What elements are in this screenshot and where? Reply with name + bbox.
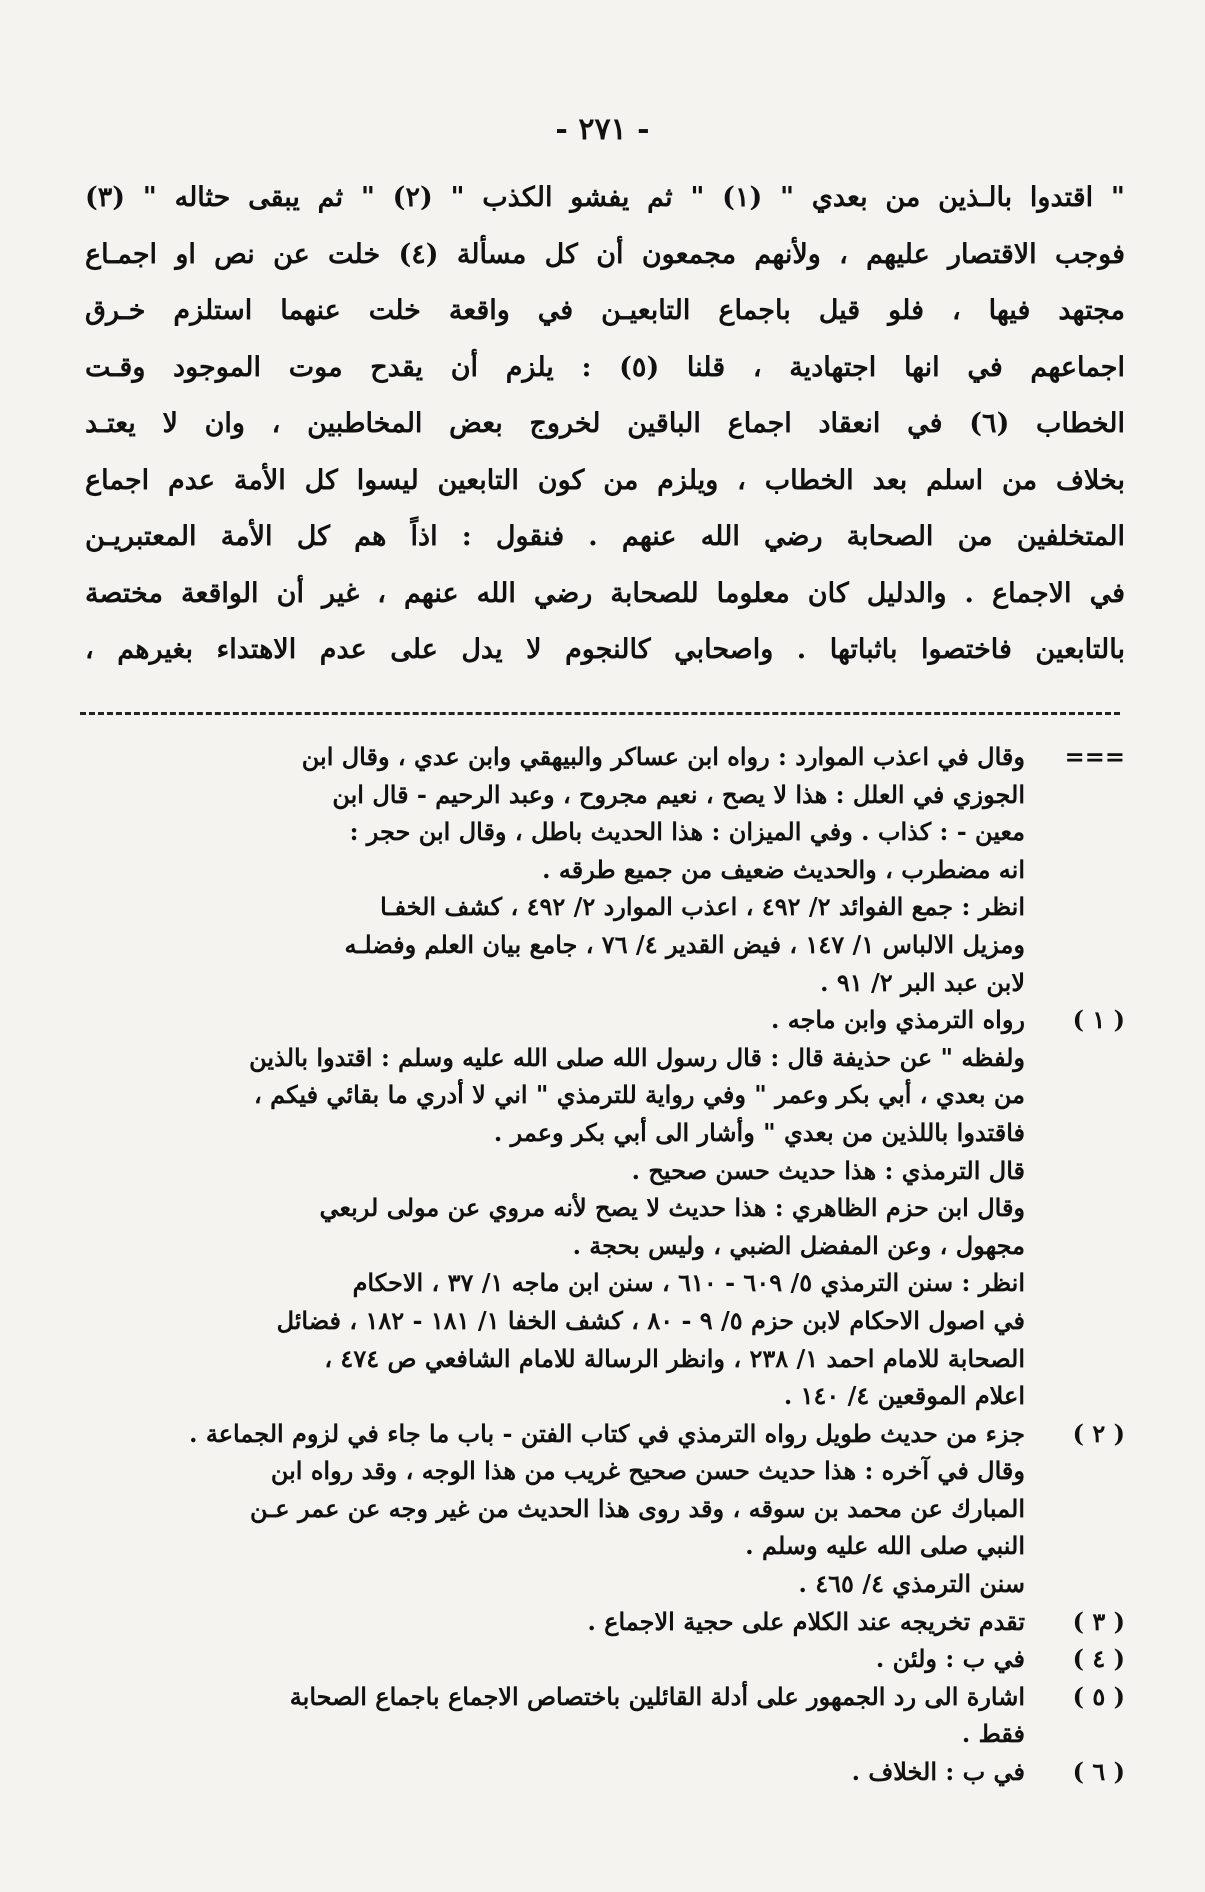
main-text-line: بالتابعين فاختصوا باثباتها . واصحابي كالنجوم لا يدل على عدم الاهتداء بغيرهم ، — [85, 634, 1125, 665]
footnotes — [25, 738, 1125, 1791]
footnote-line: من بعدي ، أبي بكر وعمر " وفي رواية للترمذي " اني لا أدري ما بقائي فيكم ، — [254, 1080, 1025, 1110]
footnote-line: انه مضطرب ، والحديث ضعيف من جميع طرقه . — [542, 854, 1025, 884]
footnote-line: الصحابة للامام احمد ١/ ٢٣٨ ، وانظر الرسالة للامام الشافعي ص ٤٧٤ ، — [324, 1343, 1025, 1373]
footnote-line: فاقتدوا باللذين من بعدي " وأشار الى أبي بكر وعمر . — [493, 1117, 1025, 1147]
main-text-line: اجماعهم في انها اجتهادية ، قلنا (٥) : يلزم أن يقدح موت الموجود وقـت — [85, 351, 1125, 383]
footnote-line: وقال ابن حزم الظاهري : هذا حديث لا يصح لأنه مروي عن مولى لربعي — [319, 1193, 1025, 1223]
footnote-label: ( ١ ) — [1072, 1005, 1125, 1035]
footnote-line: في اصول الاحكام لابن حزم ٥/ ٩ - ٨٠ ، كشف الخفا ١/ ١٨١ - ١٨٢ ، فضائل — [276, 1305, 1025, 1335]
footnote-line: الجوزي في العلل : هذا لا يصح ، نعيم مجروح ، وعبد الرحيم - قال ابن — [332, 779, 1025, 809]
footnote-5 — [25, 1678, 1125, 1753]
footnote-label: ( ٤ ) — [1072, 1644, 1125, 1674]
footnote-2 — [25, 1415, 1125, 1603]
footnote-line: النبي صلى الله عليه وسلم . — [745, 1531, 1025, 1561]
footnote-line: سنن الترمذي ٤/ ٤٦٥ . — [798, 1569, 1025, 1599]
footnote-line: اشارة الى رد الجمهور على أدلة القائلين باختصاص الاجماع باجماع الصحابة — [289, 1681, 1025, 1711]
page-number: - ٢٧١ - — [555, 112, 650, 147]
footnote-line: لابن عبد البر ٢/ ٩١ . — [820, 967, 1025, 997]
main-text-line: بخلاف من اسلم بعد الخطاب ، ويلزم من كون التابعين ليسوا كل الأمة عدم اجماع — [85, 464, 1125, 496]
footnote-line: قال الترمذي : هذا حديث حسن صحيح . — [631, 1155, 1025, 1185]
footnote-label: === — [1064, 742, 1125, 771]
main-text-line: فوجب الاقتصار عليهم ، ولأنهم مجمعون أن كل مسألة (٤) خلت عن نص او اجمـاع — [85, 238, 1125, 270]
footnote-label: ( ٥ ) — [1072, 1681, 1125, 1711]
footnote-line: رواه الترمذي وابن ماجه . — [771, 1005, 1025, 1035]
footnote-line: المبارك عن محمد بن سوقه ، وقد روى هذا الحديث من غير وجه عن عمر عـن — [249, 1493, 1025, 1523]
main-text-line: الخطاب (٦) في انعقاد اجماع الباقين لخروج بعض المخاطبين ، وان لا يعتـد — [85, 408, 1125, 439]
footnote-line: ولفظه " عن حذيفة قال : قال رسول الله صلى الله عليه وسلم : اقتدوا بالذين — [249, 1042, 1025, 1072]
footnote-4 — [25, 1640, 1125, 1678]
footnote-line: مجهول ، وعن المفضل الضبي ، وليس بحجة . — [572, 1230, 1025, 1260]
footnote-3 — [25, 1603, 1125, 1641]
footnote-line: فقط . — [961, 1719, 1025, 1749]
footnote-line: في ب : ولئن . — [875, 1644, 1025, 1674]
footnote-continuation — [25, 738, 1125, 1001]
footnote-line: تقدم تخريجه عند الكلام على حجية الاجماع . — [587, 1606, 1025, 1636]
main-text-line: " اقتدوا بالـذين من بعدي " (١) " ثم يفشو الكذب " (٢) " ثم يبقى حثاله " (٣) — [85, 182, 1125, 213]
main-text-line: في الاجماع . والدليل كان معلوما للصحابة رضي الله عنهم ، غير أن الواقعة مختصة — [85, 577, 1125, 609]
main-text — [85, 170, 1125, 679]
footnote-line: في ب : الخلاف . — [851, 1757, 1025, 1787]
footnote-line: انظر : سنن الترمذي ٥/ ٦٠٩ - ٦١٠ ، سنن ابن ماجه ١/ ٣٧ ، الاحكام — [352, 1268, 1025, 1298]
footnote-line: جزء من حديث طويل رواه الترمذي في كتاب الفتن - باب ما جاء في لزوم الجماعة . — [189, 1418, 1025, 1448]
footnote-6 — [25, 1753, 1125, 1791]
footnote-separator — [80, 712, 1120, 715]
footnote-1 — [25, 1001, 1125, 1415]
main-text-line: مجتهد فيها ، فلو قيل باجماع التابعيـن في واقعة خلت عنهما استلزم خـرق — [85, 295, 1125, 326]
footnote-line: ومزيل الالباس ١/ ١٤٧ ، فيض القدير ٤/ ٧٦ ، جامع بيان العلم وفضلـه — [344, 929, 1025, 959]
footnote-label: ( ٣ ) — [1072, 1606, 1125, 1636]
footnote-line: اعلام الموقعين ٤/ ١٤٠ . — [783, 1381, 1025, 1411]
footnote-label: ( ٦ ) — [1072, 1757, 1125, 1787]
main-text-line: المتخلفين من الصحابة رضي الله عنهم . فنقول : اذاً هم كل الأمة المعتبريـن — [85, 521, 1125, 552]
footnote-line: انظر : جمع الفوائد ٢/ ٤٩٢ ، اعذب الموارد ٢/ ٤٩٢ ، كشف الخفـا — [380, 892, 1025, 922]
footnote-label: ( ٢ ) — [1072, 1418, 1125, 1448]
footnote-line: وقال في آخره : هذا حديث حسن صحيح غريب من هذا الوجه ، وقد رواه ابن — [270, 1456, 1025, 1486]
footnote-line: معين - : كذاب . وفي الميزان : هذا الحديث باطل ، وقال ابن حجر : — [349, 817, 1025, 847]
footnote-line: وقال في اعذب الموارد : رواه ابن عساكر والبيهقي وابن عدي ، وقال ابن — [301, 742, 1025, 771]
